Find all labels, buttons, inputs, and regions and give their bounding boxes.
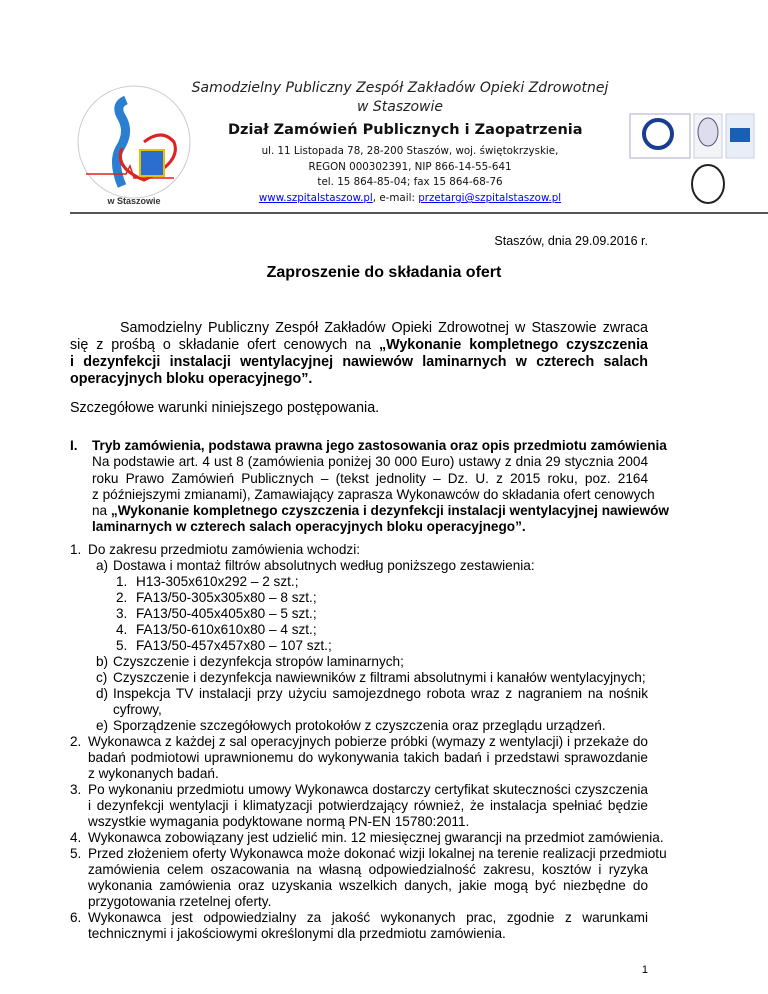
list-item [88, 558, 648, 654]
list-marker: a) [96, 558, 109, 573]
text: Samodzielny Publiczny Zespół Zakładów Opieki Zdrowotnej w Staszowie zwraca [120, 320, 648, 336]
text-line [70, 320, 648, 337]
department-name: Dział Zamówień Publicznych i Zaopatrzenia [228, 122, 583, 138]
scope-list [70, 542, 667, 942]
text: Dostawa i montaż filtrów absolutnych według poniższego zestawienia: [113, 558, 535, 573]
text: cyfrowy, [113, 702, 162, 717]
list-marker: 3. [116, 606, 128, 621]
text: Czyszczenie i dezynfekcja nawiewników z filtrami absolutnymi i kanałów wentylacyjnych; [113, 670, 646, 685]
list-item [70, 830, 664, 846]
text-line [88, 814, 648, 830]
text-line [113, 670, 648, 686]
section-heading-text: Tryb zamówienia, podstawa prawna jego zastosowania oraz opis przedmiotu zamówienia [92, 438, 667, 453]
text-line [113, 718, 648, 734]
text: wszystkie wymagania podyktowane normą PN-EN 15780:2011. [88, 814, 470, 829]
website-link[interactable]: www.szpitalstaszow.pl [258, 192, 373, 205]
list-item [70, 910, 648, 942]
list-item [70, 734, 648, 782]
text: się z prośbą o składanie ofert cenowych na [70, 337, 379, 353]
list-item [88, 670, 648, 686]
list-marker: 3. [70, 782, 82, 797]
intro-paragraph [70, 320, 648, 388]
text: Przed złożeniem oferty Wykonawca może dokonać wizji lokalnej na terenie realizacji przedmiotu [88, 846, 667, 861]
bold-text: laminarnych w czterech salach operacyjnych bloku operacyjnego”. [92, 519, 526, 535]
list-item [113, 606, 648, 622]
text: na [92, 503, 111, 519]
text-line [136, 606, 648, 622]
text: z wykonanych badań. [88, 766, 219, 781]
email-link[interactable]: przetargi@szpitalstaszow.pl [418, 192, 562, 205]
document-date: Staszów, dnia 29.09.2016 r. [494, 234, 648, 248]
text: roku Prawo Zamówień Publicznych – (tekst jednolity – Dz. U. z 2015 roku, poz. 2164 [92, 470, 648, 486]
address: ul. 11 Listopada 78, 28-200 Staszów, woj. świętokrzyskie, [261, 145, 559, 157]
text-line [88, 542, 648, 558]
text-line [136, 574, 648, 590]
text: badań podmiotowi uprawnionemu do wykonywania takich badań i przedstawi sprawozdanie [88, 750, 648, 765]
org-name: Samodzielny Publiczny Zespół Zakładów Opieki Zdrowotnej [191, 80, 609, 96]
list-marker: 4. [116, 622, 128, 637]
list-item [70, 846, 667, 910]
text-line [92, 471, 648, 487]
text-line [88, 766, 648, 782]
text-line [92, 503, 669, 519]
bold-text: operacyjnych bloku operacyjnego”. [70, 371, 313, 387]
list-marker: 2. [116, 590, 128, 605]
text-line [88, 894, 648, 910]
email-label: , e-mail: [372, 192, 419, 205]
bold-text: „Wykonanie kompletnego czyszczenia i dezynfekcji instalacji wentylacyjnej nawiewów [110, 503, 669, 519]
text: Na podstawie art. 4 ust 8 (zamówienia poniżej 30 000 Euro) ustawy z dnia 29 stycznia 2004 [92, 454, 648, 470]
text-line [88, 830, 664, 846]
text-line [70, 337, 648, 354]
text-line [92, 454, 648, 470]
text-line [88, 910, 648, 926]
list-item [88, 718, 648, 734]
text: Sporządzenie szczegółowych protokołów z czyszczenia oraz przeglądu urządzeń. [113, 718, 606, 733]
list-marker: c) [96, 670, 108, 685]
list-marker: 1. [116, 574, 128, 589]
text-line [88, 862, 648, 878]
text: Czyszczenie i dezynfekcja stropów laminarnych; [113, 654, 404, 669]
logo-caption: w Staszowie [107, 196, 161, 206]
text: wykonania zamówienia oraz uzyskania wszelkich danych, jakie mogą być niezbędne do [88, 878, 648, 893]
company-ids: REGON 000302391, NIP 866-14-55-641 [308, 160, 512, 173]
list-marker: 5. [116, 638, 128, 653]
list-item [113, 622, 648, 638]
text-line [136, 590, 648, 606]
text: Wykonawca zobowiązany jest udzielić min. 12 miesięcznej gwarancji na przedmiot zamówienia. [88, 830, 664, 845]
text-line [70, 354, 648, 371]
list-item [113, 638, 648, 654]
text-line [88, 926, 648, 942]
list-marker: d) [96, 686, 109, 701]
bold-text: i dezynfekcji instalacji wentylacyjnej nawiewów laminarnych w czterech salach [70, 354, 648, 370]
text: z późniejszymi zmianami), Zamawiający zaprasza Wykonawców do składania ofert cenowych [92, 486, 655, 502]
text: Po wykonaniu przedmiotu umowy Wykonawca dostarczy certyfikat skuteczności czyszczenia [88, 782, 648, 797]
text-line [113, 686, 648, 702]
text-line [92, 486, 655, 503]
list-marker: 5. [70, 846, 82, 861]
text-line [88, 750, 648, 766]
section-I [70, 438, 669, 536]
text: FA13/50-457x457x80 – 107 szt.; [136, 638, 332, 653]
text: Wykonawca z każdej z sal operacyjnych pobierze próbki (wymazy z wentylacji) i przekaże do [88, 734, 648, 749]
text-line [88, 878, 648, 894]
list-item [70, 782, 648, 830]
page-number: 1 [641, 964, 648, 976]
section-marker: I. [70, 438, 78, 453]
text-line [88, 798, 648, 814]
section-heading [70, 438, 667, 454]
phone-fax: tel. 15 864-85-04; fax 15 864-68-76 [317, 176, 503, 189]
text: i dezynfekcji wentylacji i klimatyzacji potwierdzający również, że instalacja spełniać będzie [88, 798, 648, 813]
text-line [113, 558, 648, 574]
conditions-heading: Szczegółowe warunki niniejszego postępowania. [70, 400, 380, 416]
org-city: w Staszowie [356, 99, 444, 115]
text: FA13/50-610x610x80 – 4 szt.; [136, 622, 317, 637]
text-line [136, 622, 648, 638]
header-divider [70, 212, 768, 214]
list-item [88, 654, 648, 670]
bold-text: „Wykonanie kompletnego czyszczenia [378, 337, 648, 353]
list-marker: 4. [70, 830, 82, 845]
text-line [136, 638, 648, 654]
list-marker: b) [96, 654, 109, 669]
text: FA13/50-305x305x80 – 8 szt.; [136, 590, 317, 605]
list-marker: 6. [70, 910, 82, 925]
list-marker: e) [96, 718, 109, 733]
text-line [113, 654, 648, 670]
text: technicznymi i jakościowymi określonymi dla przedmiotu zamówienia. [88, 926, 506, 941]
list-item [88, 686, 648, 718]
list-marker: 2. [70, 734, 82, 749]
text: FA13/50-405x405x80 – 5 szt.; [136, 606, 317, 621]
list-item [113, 574, 648, 590]
text: H13-305x610x292 – 2 szt.; [136, 574, 299, 589]
list-item [70, 542, 648, 734]
list-marker: 1. [70, 542, 82, 557]
text-line [88, 782, 648, 798]
text: zamówienia celem oszacowania na własną odpowiedzialność zakresu, kosztów i ryzyka [88, 862, 648, 877]
text-line [88, 846, 667, 862]
document-title: Zaproszenie do składania ofert [266, 264, 502, 281]
text: Wykonawca jest odpowiedzialny za jakość wykonanych prac, zgodnie z warunkami [88, 910, 648, 925]
certification-logos [628, 112, 758, 207]
text-line [70, 371, 648, 388]
text-line [88, 734, 648, 750]
text: przygotowania rzetelnej oferty. [88, 894, 272, 909]
text-line [113, 702, 648, 718]
text: Inspekcja TV instalacji przy użyciu samojezdnego robota wraz z nagraniem na nośnik [113, 686, 648, 701]
contact-block [210, 144, 610, 207]
text-line [92, 519, 648, 535]
text: Do zakresu przedmiotu zamówienia wchodzi: [88, 542, 360, 557]
list-item [113, 590, 648, 606]
